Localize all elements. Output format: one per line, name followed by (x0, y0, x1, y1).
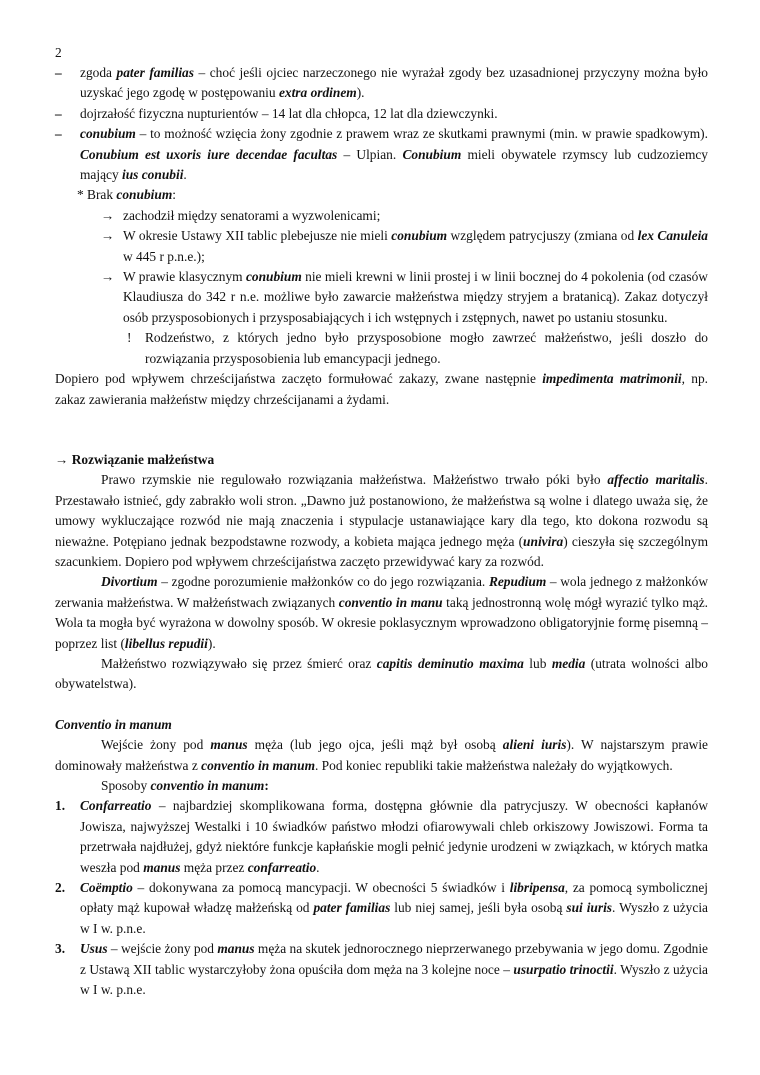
text: W okresie Ustawy XII tablic plebejusze nie mieli (123, 228, 392, 244)
section-heading-dissolution: → Rozwiązanie małżeństwa (55, 451, 215, 467)
text: . (316, 859, 320, 875)
arrow-icon: → (101, 269, 115, 285)
paragraph-conventio-methods (55, 776, 708, 796)
term-libellus-repudii: libellus repudii (124, 635, 208, 651)
text: Prawo rzymskie nie regulowało rozwiązania małżeństwa. Małżeństwo trwało póki było (101, 472, 608, 488)
list-number: 3. (55, 941, 66, 957)
text: męża przez (180, 859, 248, 875)
document-page (55, 43, 708, 1000)
term-media: media (551, 655, 586, 671)
term-ius-conubii: ius conubii (122, 167, 184, 183)
list-item-coemptio (55, 878, 708, 939)
term-repudium: Repudium (488, 574, 547, 590)
text: . (183, 167, 187, 183)
arrow-item-xii-tables (55, 226, 708, 267)
text: – wejście żony pod (107, 941, 218, 957)
term-conventio-in-manum: conventio in manum (150, 778, 265, 793)
term-confarreatio: Confarreatio (80, 798, 152, 814)
list-number: 1. (55, 798, 66, 814)
text: Małżeństwo rozwiązywało się przez śmierć oraz (101, 655, 377, 671)
list-number: 2. (55, 880, 66, 896)
term-lex-canuleia: lex Canuleia (637, 228, 709, 244)
text: zgoda (80, 65, 117, 80)
text: . Wyszło z użycia w I w. p.n.e. (80, 900, 708, 936)
paragraph-dissolution-3 (55, 654, 708, 695)
text: ). (356, 85, 365, 101)
text: ) cieszyła się szczególnym szacunkiem. Dopiero pod wpływem chrześcijaństwa zaczęto przewidywać kary za rozwód. (55, 533, 708, 569)
text: – zgodne porozumienie małżonków co do jego rozwiązania. (157, 574, 489, 590)
text: , np. zakaz zawierania małżeństw między chrześcijanami a żydami. (55, 371, 709, 407)
term-alieni-iuris: alieni iuris (502, 737, 567, 753)
term-conubium: conubium (245, 269, 302, 285)
text: męża (lub jego ojca, jeśli mąż był osobą (247, 737, 503, 753)
text: Rodzeństwo, z których jedno było przysposobione mogło zawrzeć małżeństwo, jeśli doszło do rozwiązania przysposobienia lub emancypacji jednego. (145, 330, 708, 366)
term-affectio-maritalis: affectio maritalis (607, 472, 705, 488)
text: – dokonywana za pomocą mancypacji. W obecności 5 świadków i (132, 880, 510, 896)
condition-conubium (55, 124, 708, 185)
condition-consent (55, 63, 708, 104)
text: taką jednostronną wolę mógł wyrazić tylko mąż. Wola ta mogła być wyrażona w dowolny sposób. W okresie poklasycznym wprowadzono obligatoryjnie formę pisemną – poprzez list ( (55, 594, 709, 651)
paragraph-impedimenta (55, 369, 708, 410)
term-manus: manus (217, 941, 255, 957)
term-manus: manus (143, 859, 181, 875)
term-extra-ordinem: extra ordinem (278, 85, 357, 101)
paragraph-dissolution-2 (55, 572, 708, 654)
text: – najbardziej skomplikowana forma, dostępna głównie dla patrycjuszy. W obecności kapłanów Jowisza, najwyższej Westalki i 10 świadków państwo młodzi ofiarowywali chleb orkiszowy Jowiszowi. Forma ta przetrwała najdłużej, gdyż niektóre funkcje kapłańskie mogli pełnić jedynie urodzeni w związkach, w których matka weszła pod (80, 798, 708, 875)
text: , za pomocą symbolicznej opłaty mąż kupował władzę małżeńską od (80, 880, 708, 916)
paragraph-conventio-1 (55, 735, 708, 776)
page-number: 2 (55, 45, 62, 60)
text: . Przestawało istnieć, gdy zabrakło woli stron. „Dawno już postanowiono, że małżeństwa są wolne i dlatego uważa się, że umowy wykluczające rozwód nie mają znaczenia i stypulacje ustanawiające kary dla tego, kto dokona rozwodu są nieważne. Potępiano jednak bezpodstawne rozwody, a kobieta mająca jednego męża ( (55, 472, 708, 549)
text: Dopiero pod wpływem chrześcijaństwa zaczęto formułować zakazy, zwane następnie (55, 371, 543, 387)
term-conubium: Conubium (402, 146, 462, 162)
exclamation-note (55, 328, 708, 369)
condition-maturity (55, 104, 708, 124)
text: Sposoby (101, 778, 151, 793)
text: mieli obywatele rzymscy lub cudzoziemcy mający (80, 146, 709, 183)
text: . Wyszło z użycia w I w. p.n.e. (80, 961, 708, 998)
text: ). W najstarszym prawie dominowały małżeństwa z (55, 737, 708, 773)
term-confarreatio: confarreatio (247, 859, 317, 875)
text: – to możność wzięcia żony zgodnie z prawem wraz ze skutkami prawnymi (min. w prawie spadkowym). (135, 126, 708, 142)
term-coemptio: Coëmptio (80, 880, 133, 896)
brak-conubium-heading (55, 185, 708, 205)
term-conubium: conubium (80, 126, 136, 142)
term-conventio-in-manum: conventio in manum (201, 757, 315, 773)
text: (utrata wolności albo obywatelstwa). (55, 655, 708, 692)
term-divortium: Divortium (101, 574, 158, 590)
list-item-confarreatio (55, 796, 708, 878)
text: ). (207, 635, 216, 651)
term-capitis-deminutio-maxima: capitis deminutio maxima (376, 655, 524, 671)
arrow-icon: → (101, 228, 115, 244)
text: * Brak (77, 187, 117, 203)
text: w 445 r p.n.e.); (123, 248, 205, 264)
arrow-icon: → (101, 207, 115, 223)
text: – Ulpian. (337, 146, 403, 162)
term-latin-quote: Conubium est uxoris iure decendae facultas (80, 146, 338, 162)
term-usurpatio-trinoctii: usurpatio trinoctii (513, 961, 614, 977)
term-pater-familias: pater familias (313, 900, 391, 916)
exclamation-icon: ! (127, 330, 132, 346)
paragraph-dissolution-1 (55, 470, 708, 572)
term-usus: Usus (80, 941, 108, 957)
text: nie mieli krewni w linii prostej i w linii bocznej do 4 pokolenia (od czasów Klaudiusza do 342 r n.e. możliwe było zawarcie małżeństwa między stryjem a bratanicą). Zakaz dotyczył osób przysposobionych i przysposabiających i ich wstępnych i zstępnych, nawet po ustaniu stosunku. (123, 269, 708, 325)
term-impedimenta-matrimonii: impedimenta matrimonii (542, 371, 682, 387)
term-libripensa: libripensa (509, 880, 565, 896)
section-heading-conventio: Conventio in manum (55, 716, 172, 732)
text: zachodził między senatorami a wyzwolenicami; (123, 207, 381, 223)
term-conventio-in-manu: conventio in manu (338, 594, 443, 610)
arrow-item-classical-law (55, 267, 708, 328)
text: względem patrycjuszy (zmiana od (447, 228, 638, 244)
term-pater-familias: pater familias (116, 65, 194, 80)
text: W prawie klasycznym (123, 269, 246, 285)
text: Wejście żony pod (101, 737, 211, 753)
text: – wola jednego z małżonków zerwania małżeństwa. W małżeństwach związanych (55, 574, 708, 610)
term-univira: univira (523, 533, 564, 549)
list-item-usus (55, 939, 708, 1000)
term-conubium: conubium (116, 187, 173, 203)
text: : (264, 778, 269, 793)
text: . Pod koniec republiki takie małżeństwa należały do wyjątkowych. (314, 757, 673, 773)
text: dojrzałość fizyczna nupturientów – 14 lat dla chłopca, 12 lat dla dziewczynki. (80, 105, 498, 121)
text: lub niej samej, jeśli była osobą (390, 900, 567, 916)
term-manus: manus (210, 737, 248, 753)
text: – choć jeśli ojciec narzeczonego nie wyrażał zgody bez uzasadnionej przyczyny można było uzyskać jego zgodę w postępowaniu (80, 65, 708, 101)
text: męża na skutek jednorocznego nieprzerwanego przebywania w jego domu. Zgodnie z Ustawą XII tablic wystarczyłoby żona opuściła dom męża na 3 kolejne noce – (80, 941, 708, 977)
term-sui-iuris: sui iuris (566, 900, 613, 916)
term-conubium: conubium (391, 228, 448, 244)
text: : (172, 187, 176, 203)
text: lub (523, 655, 552, 671)
arrow-item-senators (55, 206, 708, 226)
